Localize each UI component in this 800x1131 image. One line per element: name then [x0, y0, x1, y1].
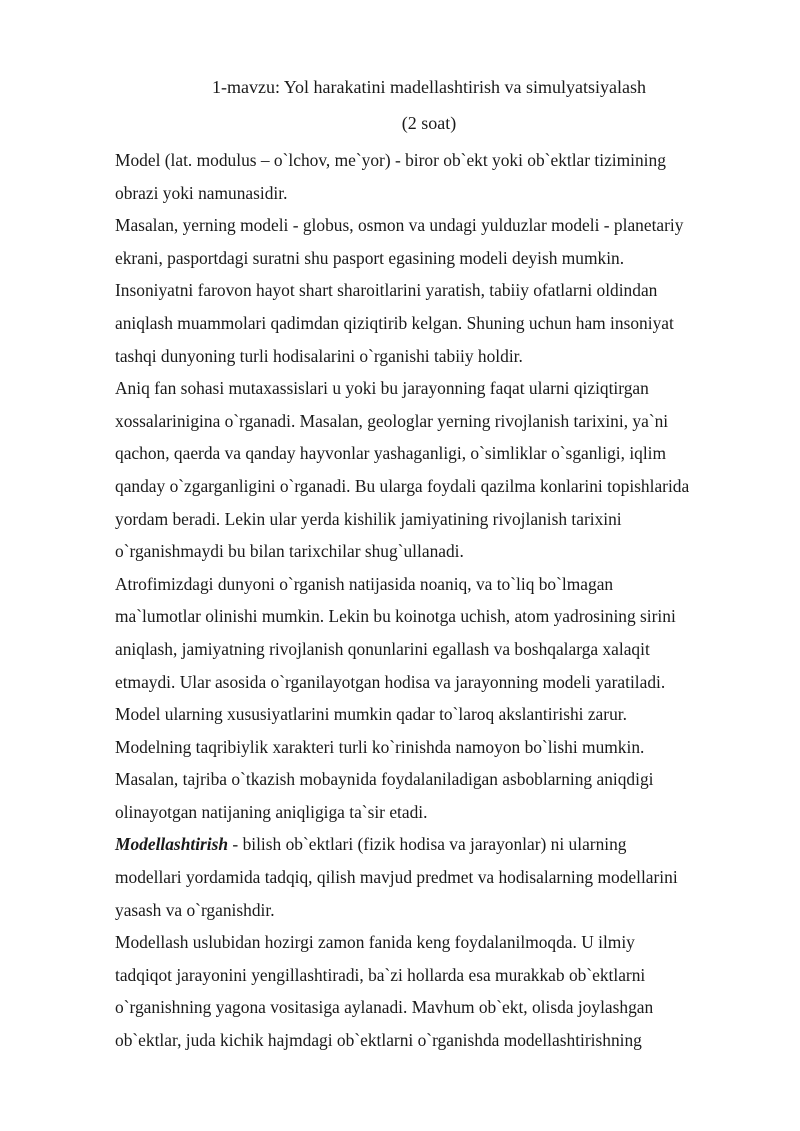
definition-text: - bilish ob`ektlari (fizik hodisa va jarayonlar) ni ularning: [228, 834, 627, 855]
text-line: qanday o`zgarganligini o`rganadi. Bu ularga foydali qazilma konlarini topishlarida: [115, 475, 690, 496]
definition-line: [115, 828, 755, 861]
text-line: ekrani, pasportdagi suratni shu pasport egasining modeli deyish mumkin.: [115, 247, 625, 268]
text-line: qachon, qaerda va qanday hayvonlar yashaganligi, o`simliklar o`sganligi, iqlim: [115, 443, 667, 464]
text-line: Masalan, tajriba o`tkazish mobaynida foydalaniladigan asboblarning aniqdigi: [115, 769, 654, 790]
text-line: yordam beradi. Lekin ular yerda kishilik jamiyatining rivojlanish tarixini: [115, 508, 622, 529]
document-title: 1-mavzu: Yol harakatini madellashtirish va simulyatsiyalash: [212, 77, 646, 97]
defined-term: Modellashtirish: [115, 834, 229, 855]
text-line: Model (lat. modulus – o`lchov, me`yor) - biror ob`ekt yoki ob`ektlar tizimining: [115, 150, 666, 170]
text-line: obrazi yoki namunasidir.: [115, 182, 288, 203]
text-line: xossalarinigina o`rganadi. Masalan, geologlar yerning rivojlanish tarixini, ya`ni: [115, 410, 669, 431]
text-line: Masalan, yerning modeli - globus, osmon va undagi yulduzlar modeli - planetariy: [115, 215, 684, 236]
text-line: o`rganishning yagona vositasiga aylanadi. Mavhum ob`ekt, olisda joylashgan: [115, 997, 654, 1018]
text-line: olinayotgan natijaning aniqligiga ta`sir etadi.: [115, 801, 428, 822]
text-line: ob`ektlar, juda kichik hajmdagi ob`ektlarni o`rganishda modellashtirishning: [115, 1030, 642, 1051]
text-line: aniqlash, jamiyatning rivojlanish qonunlarini egallash va boshqalarga xalaqit: [115, 638, 650, 659]
text-line: Model ularning xususiyatlarini mumkin qadar to`laroq akslantirishi zarur.: [115, 704, 627, 725]
text-line: Modelning taqribiylik xarakteri turli ko`rinishda namoyon bo`lishi mumkin.: [115, 736, 645, 757]
text-line: modellari yordamida tadqiq, qilish mavjud predmet va hodisalarning modellarini: [115, 867, 678, 888]
text-line: o`rganishmaydi bu bilan tarixchilar shug`ullanadi.: [115, 541, 464, 562]
text-line: aniqlash muammolari qadimdan qiziqtirib kelgan. Shuning uchun ham insoniyat: [115, 312, 674, 333]
text-line: Insoniyatni farovon hayot shart sharoitlarini yaratish, tabiiy ofatlarni oldindan: [115, 280, 658, 301]
text-line: tadqiqot jarayonini yengillashtiradi, ba`zi hollarda esa murakkab ob`ektlarni: [115, 964, 646, 985]
text-line: ma`lumotlar olinishi mumkin. Lekin bu koinotga uchish, atom yadrosining sirini: [115, 606, 676, 627]
document-subtitle: (2 soat): [401, 113, 457, 133]
text-line: tashqi dunyoning turli hodisalarini o`rganishi tabiiy holdir.: [115, 345, 523, 366]
text-line: etmaydi. Ular asosida o`rganilayotgan hodisa va jarayonning modeli yaratiladi.: [115, 671, 666, 692]
document-body: [115, 144, 755, 1057]
text-line: Modellash uslubidan hozirgi zamon fanida keng foydalanilmoqda. U ilmiy: [115, 932, 635, 953]
text-line: yasash va o`rganishdir.: [115, 899, 275, 920]
text-line: Atrofimizdagi dunyoni o`rganish natijasida noaniq, va to`liq bo`lmagan: [115, 573, 614, 594]
text-line: Aniq fan sohasi mutaxassislari u yoki bu jarayonning faqat ularni qiziqtirgan: [115, 378, 649, 399]
